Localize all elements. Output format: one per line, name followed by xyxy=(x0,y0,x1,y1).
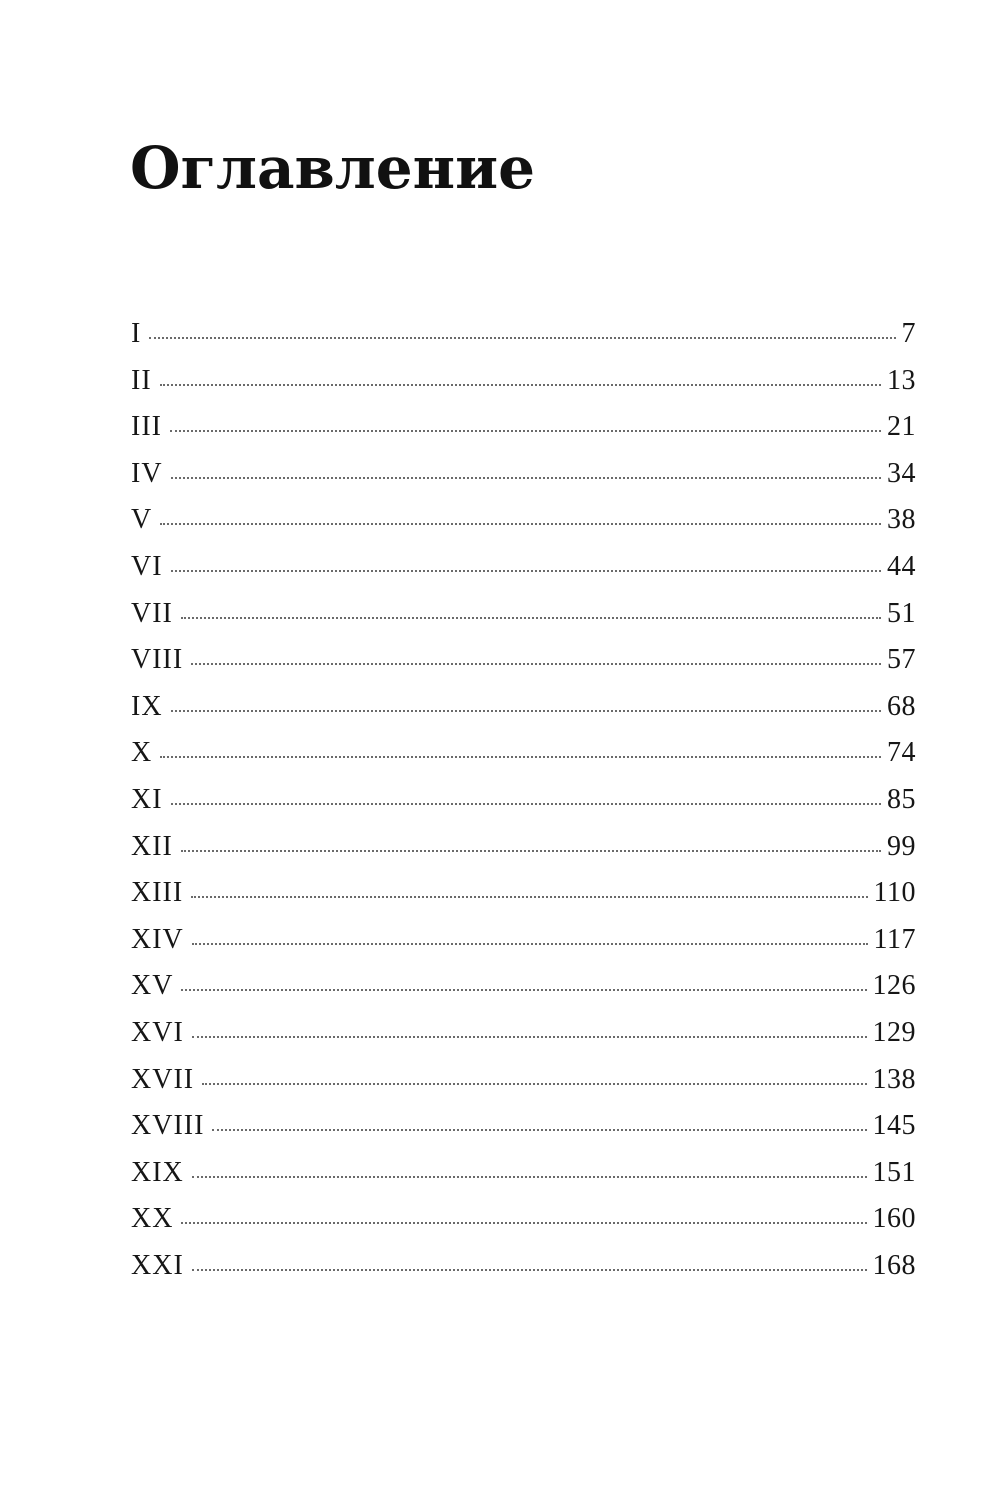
toc-chapter-number: XIII xyxy=(131,877,184,909)
dot-leader xyxy=(171,477,881,479)
toc-page-number: 117 xyxy=(873,923,916,955)
toc-entry xyxy=(131,311,916,358)
toc-chapter-number: XV xyxy=(131,970,174,1002)
toc-chapter-number: VIII xyxy=(131,644,184,676)
toc-entry xyxy=(131,591,916,638)
toc-entry xyxy=(131,358,916,405)
toc-entry xyxy=(131,777,916,824)
toc-page-number: 44 xyxy=(887,550,916,582)
toc-entry xyxy=(131,870,916,917)
toc-entry xyxy=(131,1196,916,1243)
toc-chapter-number: VII xyxy=(131,597,173,629)
toc-chapter-number: V xyxy=(131,504,153,536)
toc-entry xyxy=(131,963,916,1010)
toc-page-number: 151 xyxy=(872,1156,916,1188)
toc-chapter-number: XIV xyxy=(131,923,184,955)
toc-page-number: 38 xyxy=(887,504,916,536)
toc-page-number: 145 xyxy=(872,1110,916,1142)
toc-entry xyxy=(131,1010,916,1057)
dot-leader xyxy=(181,617,881,619)
table-of-contents xyxy=(131,311,916,1289)
toc-page-number: 21 xyxy=(887,411,916,443)
toc-chapter-number: IX xyxy=(131,690,163,722)
toc-chapter-number: II xyxy=(131,364,152,396)
dot-leader xyxy=(192,943,868,945)
toc-chapter-number: XXI xyxy=(131,1249,184,1281)
toc-page-number: 13 xyxy=(887,364,916,396)
toc-chapter-number: XII xyxy=(131,830,173,862)
toc-page-number: 57 xyxy=(887,644,916,676)
toc-entry xyxy=(131,1057,916,1104)
toc-page-number: 74 xyxy=(887,737,916,769)
toc-page-number: 160 xyxy=(872,1203,916,1235)
toc-chapter-number: XVII xyxy=(131,1063,195,1095)
toc-chapter-number: VI xyxy=(131,550,163,582)
toc-page-number: 126 xyxy=(872,970,916,1002)
dot-leader xyxy=(192,1036,867,1038)
toc-page-number: 34 xyxy=(887,457,916,489)
toc-page-number: 168 xyxy=(872,1249,916,1281)
dot-leader xyxy=(191,896,867,898)
dot-leader xyxy=(181,1222,866,1224)
dot-leader xyxy=(171,570,881,572)
dot-leader xyxy=(181,850,881,852)
toc-chapter-number: XVIII xyxy=(131,1110,205,1142)
toc-entry xyxy=(131,684,916,731)
toc-entry xyxy=(131,824,916,871)
toc-page-number: 7 xyxy=(901,318,916,349)
toc-page-number: 51 xyxy=(887,597,916,629)
toc-chapter-number: XX xyxy=(131,1203,174,1235)
toc-entry xyxy=(131,917,916,964)
dot-leader xyxy=(160,756,881,758)
toc-entry xyxy=(131,730,916,777)
toc-entry xyxy=(131,1243,916,1290)
toc-entry xyxy=(131,451,916,498)
dot-leader xyxy=(171,803,881,805)
toc-page-number: 110 xyxy=(873,877,916,909)
toc-chapter-number: XIX xyxy=(131,1156,184,1188)
dot-leader xyxy=(192,1269,867,1271)
toc-entry xyxy=(131,497,916,544)
dot-leader xyxy=(181,989,866,991)
toc-page-number: 129 xyxy=(872,1016,916,1048)
dot-leader xyxy=(202,1083,866,1085)
toc-page-number: 68 xyxy=(887,690,916,722)
dot-leader xyxy=(212,1129,866,1131)
dot-leader xyxy=(160,384,881,386)
toc-chapter-number: III xyxy=(131,411,162,443)
toc-page-number: 99 xyxy=(887,830,916,862)
toc-chapter-number: X xyxy=(131,737,153,769)
dot-leader xyxy=(191,663,881,665)
toc-chapter-number: XVI xyxy=(131,1016,184,1048)
dot-leader xyxy=(192,1176,867,1178)
dot-leader xyxy=(149,337,895,339)
dot-leader xyxy=(170,430,881,432)
toc-entry xyxy=(131,637,916,684)
toc-entry xyxy=(131,1103,916,1150)
toc-chapter-number: IV xyxy=(131,457,163,489)
toc-entry xyxy=(131,544,916,591)
dot-leader xyxy=(171,710,881,712)
toc-chapter-number: I xyxy=(131,318,142,349)
toc-page-number: 138 xyxy=(872,1063,916,1095)
page-title: Оглавление xyxy=(130,134,536,202)
toc-entry xyxy=(131,404,916,451)
dot-leader xyxy=(160,523,881,525)
toc-chapter-number: XI xyxy=(131,783,163,815)
toc-page-number: 85 xyxy=(887,783,916,815)
toc-entry xyxy=(131,1150,916,1197)
